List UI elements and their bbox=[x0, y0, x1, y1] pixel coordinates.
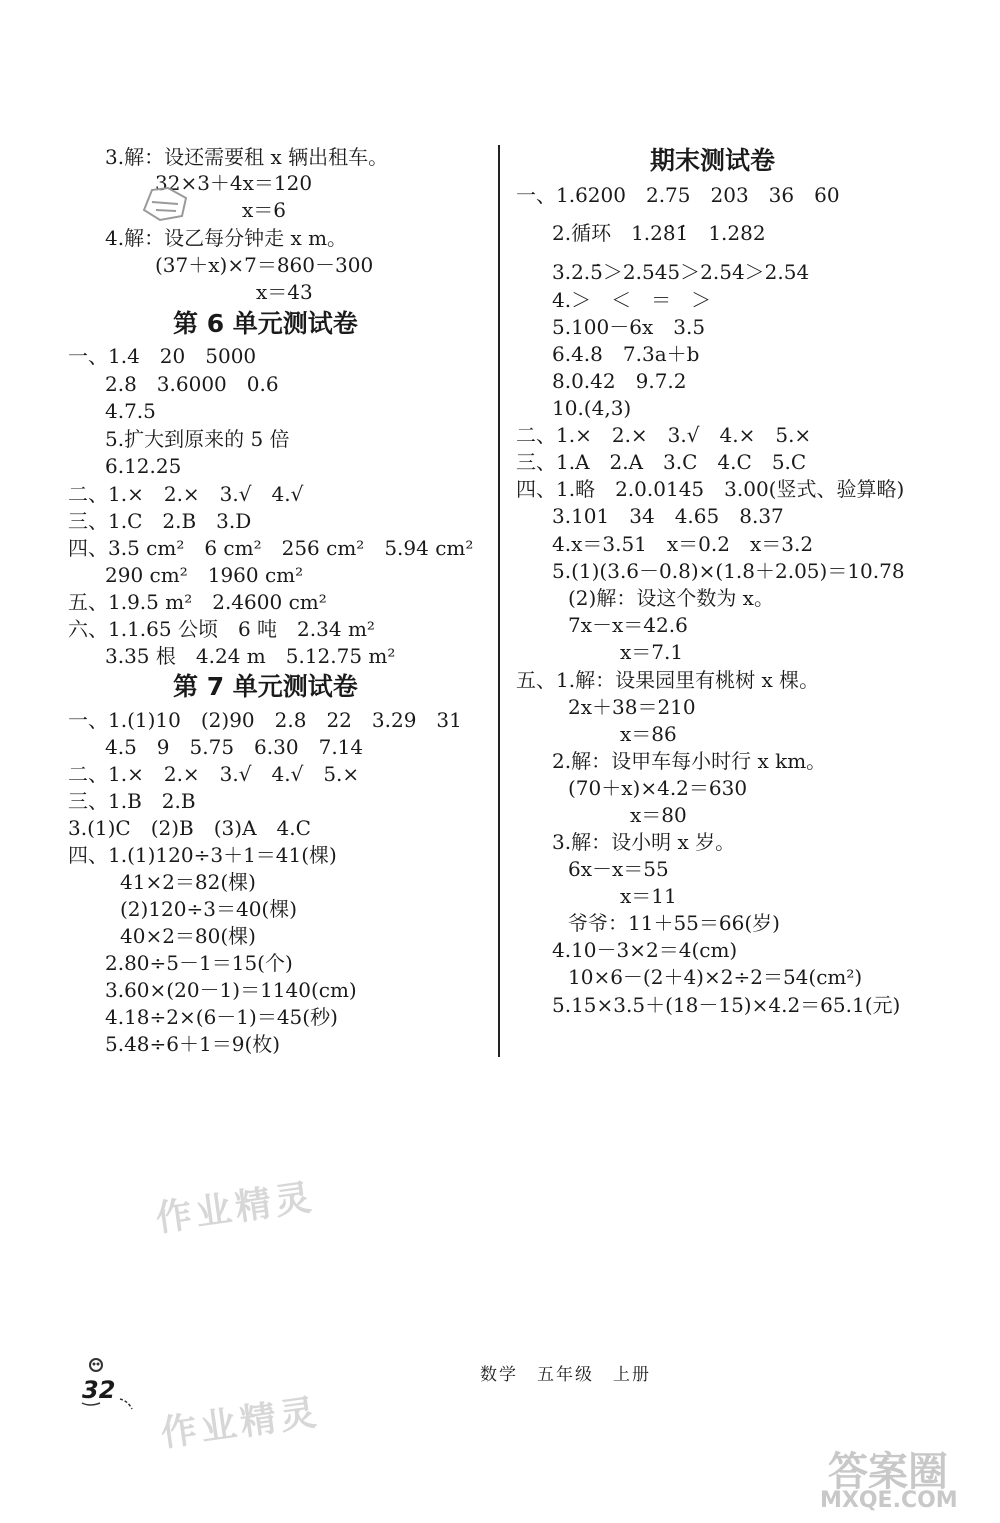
answer-line: 3.101 34 4.65 8.37 bbox=[552, 504, 784, 528]
answer-line: 一、1.6200 2.75 203 36 60 bbox=[516, 183, 840, 207]
answer-line: x＝43 bbox=[256, 280, 313, 304]
answer-line: x＝7.1 bbox=[620, 640, 684, 664]
answer-line: (2)120÷3＝40(棵) bbox=[120, 897, 298, 921]
logo-url: MXQE.COM bbox=[820, 1488, 958, 1513]
answer-line: 4.7.5 bbox=[105, 399, 156, 423]
answer-line: 8.0.42 9.7.2 bbox=[552, 369, 687, 393]
answer-line: 4.18÷2×(6－1)＝45(秒) bbox=[105, 1005, 338, 1029]
answer-line: 4.解：设乙每分钟走 x m。 bbox=[105, 226, 348, 250]
answer-line: 3.60×(20－1)＝1140(cm) bbox=[105, 978, 357, 1002]
answer-line: 4.＞ ＜ ＝ ＞ bbox=[552, 288, 712, 312]
answer-line: 爷爷：11＋55＝66(岁) bbox=[568, 911, 780, 935]
answer-line: 41×2＝82(棵) bbox=[120, 870, 256, 894]
answer-line: 4.x＝3.51 x＝0.2 x＝3.2 bbox=[552, 532, 814, 556]
column-divider bbox=[498, 145, 500, 1057]
answer-line: 2.解：设甲车每小时行 x km。 bbox=[552, 749, 827, 773]
answer-line: 3.2.5̇＞2.545＞2.54̇＞2.54 bbox=[552, 260, 810, 284]
answer-line: 三、1.A 2.A 3.C 4.C 5.C bbox=[516, 450, 807, 474]
stamp-icon bbox=[138, 180, 193, 225]
answer-line: 5.15×3.5＋(18－15)×4.2＝65.1(元) bbox=[552, 993, 901, 1017]
answer-line: x＝86 bbox=[620, 722, 677, 746]
answer-line: x＝11 bbox=[620, 884, 677, 908]
book-title: 数学 五年级 上册 bbox=[480, 1365, 651, 1385]
answer-line: 六、1.1.65 公顷 6 吨 2.34 m² bbox=[68, 617, 375, 641]
unit6-title: 第 6 单元测试卷 bbox=[173, 309, 358, 338]
answer-line: (70＋x)×4.2＝630 bbox=[568, 776, 748, 800]
answer-line: 10.(4,3) bbox=[552, 396, 632, 420]
answer-line: x＝6 bbox=[242, 198, 287, 222]
answer-line: 5.100－6x 3.5 bbox=[552, 315, 706, 339]
answer-line: 7x－x＝42.6 bbox=[568, 613, 688, 637]
answer-line: 6.4.8 7.3a＋b bbox=[552, 342, 700, 366]
answer-line: 3.35 根 4.24 m 5.12.75 m² bbox=[105, 644, 396, 668]
final-exam-title: 期末测试卷 bbox=[650, 146, 776, 175]
answer-line: 四、3.5 cm² 6 cm² 256 cm² 5.94 cm² bbox=[68, 536, 474, 560]
answer-line: (2)解：设这个数为 x。 bbox=[568, 586, 774, 610]
answer-line: x＝80 bbox=[630, 803, 687, 827]
answer-line: 290 cm² 1960 cm² bbox=[105, 563, 304, 587]
answer-line: 2.80÷5－1＝15(个) bbox=[105, 951, 293, 975]
answer-line: 40×2＝80(棵) bbox=[120, 924, 256, 948]
answer-line: 3.解：设还需要租 x 辆出租车。 bbox=[105, 145, 389, 169]
watermark: 作业精灵 bbox=[153, 1177, 318, 1240]
answer-line: 五、1.解：设果园里有桃树 x 棵。 bbox=[516, 668, 820, 692]
answer-line: (37＋x)×7＝860－300 bbox=[155, 253, 374, 277]
answer-line: 3.(1)C (2)B (3)A 4.C bbox=[68, 816, 311, 840]
answer-line: 2.循环 1.28̇1̇ 1.282 bbox=[552, 221, 766, 245]
answer-line: 一、1.(1)10 (2)90 2.8 22 3.29 31 bbox=[68, 708, 462, 732]
answer-line: 5.48÷6＋1＝9(枚) bbox=[105, 1032, 281, 1056]
answer-line: 三、1.B 2.B bbox=[68, 789, 196, 813]
answer-line: 一、1.4 20 5000 bbox=[68, 344, 257, 368]
answer-line: 6.12.25 bbox=[105, 454, 182, 478]
answer-line: 10×6－(2＋4)×2÷2＝54(cm²) bbox=[568, 965, 863, 989]
answer-line: 四、1.(1)120÷3＋1＝41(棵) bbox=[68, 843, 337, 867]
answer-line: 2x＋38＝210 bbox=[568, 695, 696, 719]
answer-line: 三、1.C 2.B 3.D bbox=[68, 509, 252, 533]
answer-line: 2.8 3.6000 0.6 bbox=[105, 372, 279, 396]
answer-line: 3.解：设小明 x 岁。 bbox=[552, 830, 736, 854]
logo-mark: 答案圈 bbox=[828, 1449, 948, 1495]
answer-line: 4.5 9 5.75 6.30 7.14 bbox=[105, 735, 364, 759]
page-number: 32 bbox=[82, 1376, 116, 1404]
answer-line: 二、1.× 2.× 3.√ 4.√ bbox=[68, 482, 304, 506]
answer-line: 四、1.略 2.0.0145 3.00(竖式、验算略) bbox=[516, 477, 905, 501]
watermark: 作业精灵 bbox=[158, 1392, 323, 1455]
answer-line: 五、1.9.5 m² 2.4600 cm² bbox=[68, 590, 327, 614]
answer-line: 6x－x＝55 bbox=[568, 857, 669, 881]
unit7-title: 第 7 单元测试卷 bbox=[173, 672, 358, 701]
answer-line: 32×3＋4x＝120 bbox=[155, 171, 313, 195]
answer-line: 4.10－3×2＝4(cm) bbox=[552, 938, 738, 962]
answer-line: 二、1.× 2.× 3.√ 4.√ 5.× bbox=[68, 762, 360, 786]
answer-line: 5.扩大到原来的 5 倍 bbox=[105, 427, 290, 451]
answer-line: 5.(1)(3.6－0.8)×(1.8＋2.05)＝10.78 bbox=[552, 559, 905, 583]
answer-line: 二、1.× 2.× 3.√ 4.× 5.× bbox=[516, 423, 812, 447]
site-logo bbox=[818, 1440, 996, 1520]
